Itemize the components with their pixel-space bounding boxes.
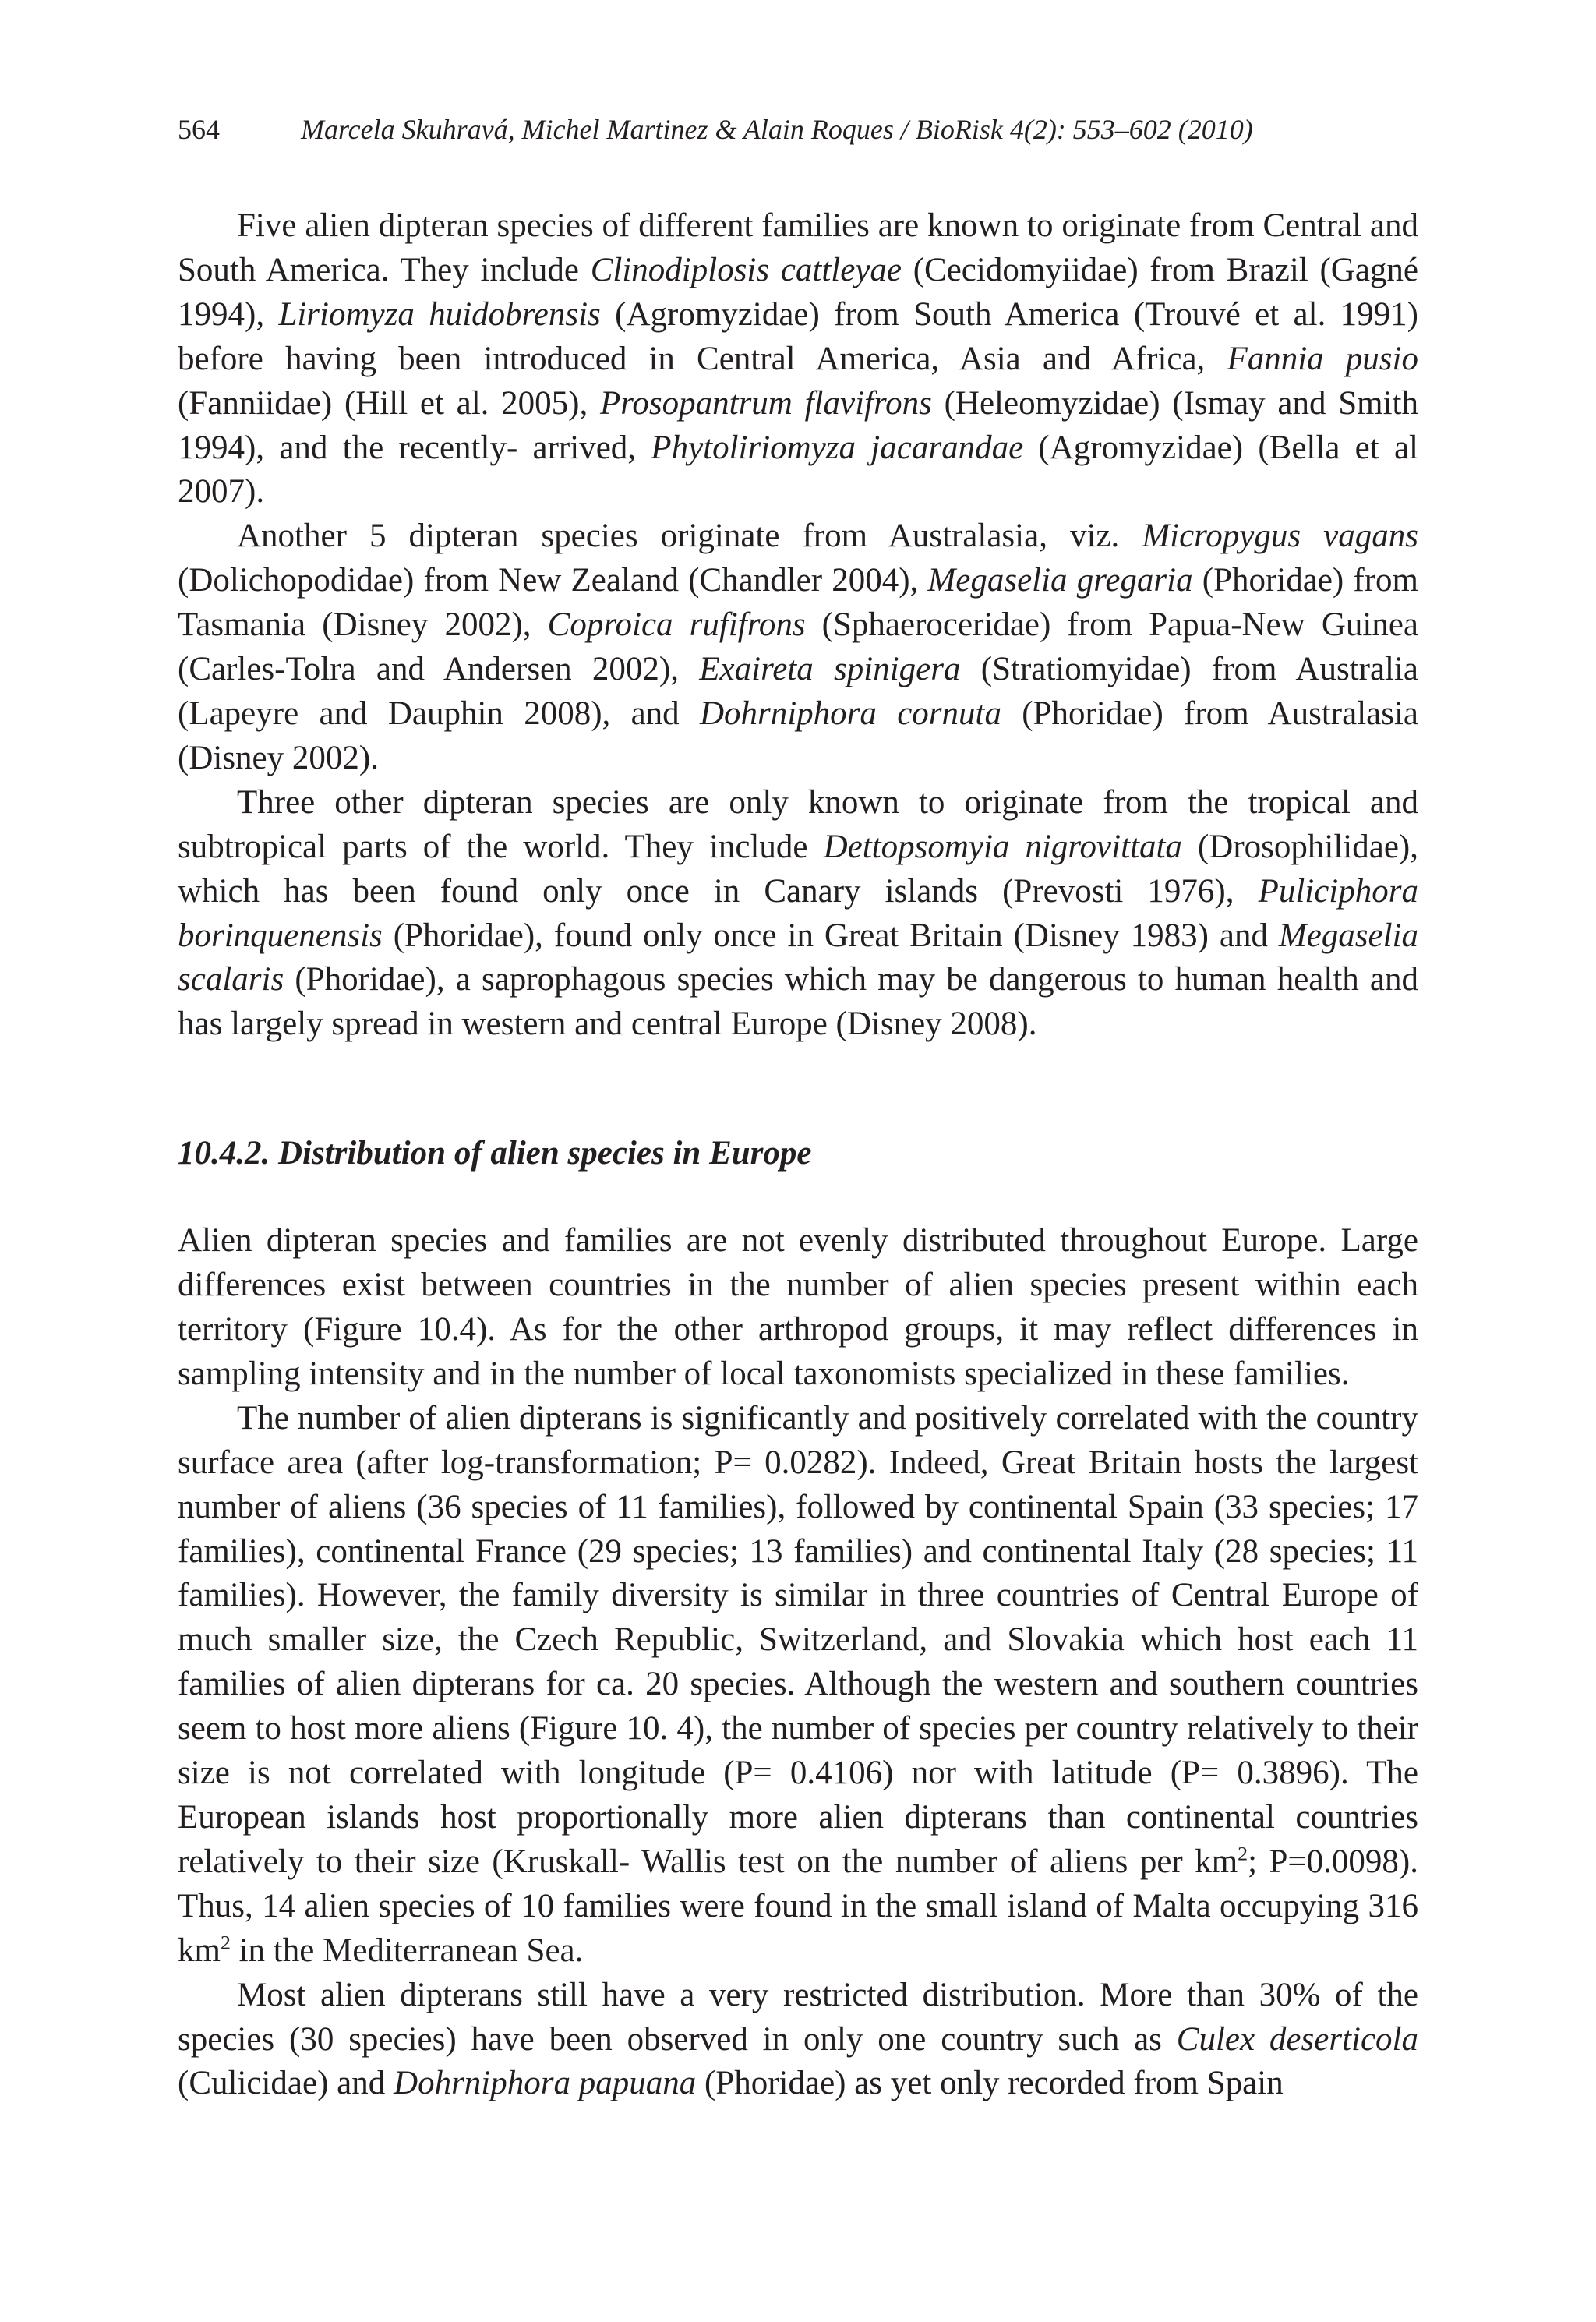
text-run: Another 5 dipteran species originate from Australasia, viz. xyxy=(237,518,1142,555)
species-name: Exaireta spinigera xyxy=(699,651,961,688)
text-run: Three other dipteran species are only known to originate from the tropical and subtropical parts of the world. They include xyxy=(178,783,1418,865)
text-run: in the Mediterranean Sea. xyxy=(230,1931,584,1969)
running-title: Marcela Skuhravá, Michel Martinez & Alain Roques / BioRisk 4(2): 553–602 (2010) xyxy=(301,114,1253,145)
text-run: (Phoridae) from Australasia (Disney 2002). xyxy=(178,694,1418,776)
species-name: Culex deserticola xyxy=(1176,2020,1418,2058)
species-name: Micropygus vagans xyxy=(1142,518,1418,555)
species-name: Dohrniphora papuana xyxy=(394,2065,697,2102)
species-name: Dohrniphora cornuta xyxy=(699,694,1001,732)
text-run: (Culicidae) and xyxy=(178,2065,394,2102)
paragraph-restricted-distribution xyxy=(178,1974,1418,2107)
superscript: 2 xyxy=(220,1931,231,1954)
text-run: (Stratiomyidae) from Australia (Lapeyre and Dauphin 2008), and xyxy=(178,651,1419,732)
species-name: Clinodiplosis cattleyae xyxy=(590,251,902,288)
text-run: (Agromyzidae) from South America (Trouvé et al. 1991) before having been introduced in Central America, Asia and Africa, xyxy=(178,295,1419,377)
text-run: (Dolichopodidae) from New Zealand (Chandler 2004), xyxy=(178,562,928,599)
text-run: (Phoridae) from Tasmania (Disney 2002), xyxy=(178,562,1418,644)
species-name: Coproica rufifrons xyxy=(547,606,806,644)
text-run: ; P=0.0098). Thus, 14 alien species of 10 families were found in the small island of Malta occupying 316 km xyxy=(178,1843,1419,1969)
species-name: Dettopsomyia nigrovittata xyxy=(823,828,1182,865)
page-number: 564 xyxy=(178,114,220,145)
species-name: Prosopantrum flavifrons xyxy=(599,384,932,422)
running-head xyxy=(178,108,1418,151)
body-text xyxy=(178,204,1418,2106)
text-run: Five alien dipteran species of different families are known to originate from Central and South America. They include xyxy=(178,207,1418,288)
paragraph-distribution-intro: Alien dipteran species and families are not evenly distributed throughout Europe. Large differences exist between countries in the number of alien species present within each territory (Figure 10.4). As for the other arthropod groups, it may reflect differences in sampling intensity and in the number of local taxonomists specialized in these families. xyxy=(178,1222,1418,1392)
species-name: Fannia pusio xyxy=(1227,340,1418,377)
text-run: (Sphaeroceridae) from Papua-New Guinea (Carles-Tolra and Andersen 2002), xyxy=(178,606,1418,688)
species-name: Puliciphora borinquenensis xyxy=(178,872,1418,954)
paragraph-correlation xyxy=(178,1397,1418,1974)
paragraph-tropical-species xyxy=(178,781,1418,1047)
text-run: (Agromyzidae) (Bella et al 2007). xyxy=(178,429,1418,511)
section-heading: 10.4.2. Distribution of alien species in Europe xyxy=(178,1135,812,1172)
text-run: Most alien dipterans still have a very restricted distribution. More than 30% of the species (30 species) have been observed in only one country such as xyxy=(178,1976,1418,2058)
text-run: (Phoridae), a saprophagous species which may be dangerous to human health and has largely spread in western and central Europe (Disney 2008). xyxy=(178,961,1418,1043)
paragraph-neotropical-species xyxy=(178,204,1418,514)
text-run: (Fanniidae) (Hill et al. 2005), xyxy=(178,384,600,422)
text-run: (Drosophilidae), which has been found only once in Canary islands (Prevosti 1976), xyxy=(178,828,1418,910)
species-name: Megaselia scalaris xyxy=(178,917,1418,998)
text-run: (Cecidomyiidae) from Brazil (Gagné 1994), xyxy=(178,251,1418,333)
species-name: Liriomyza huidobrensis xyxy=(278,295,601,333)
text-run: (Heleomyzidae) (Ismay and Smith 1994), and the recently- arrived, xyxy=(178,384,1418,466)
species-name: Megaselia gregaria xyxy=(927,562,1193,599)
superscript: 2 xyxy=(1238,1842,1248,1865)
text-run: (Phoridae) as yet only recorded from Spain xyxy=(696,2065,1284,2102)
text-run: The number of alien dipterans is significantly and positively correlated with the country surface area (after log-transformation; P= 0.0282). Indeed, Great Britain hosts the largest number of aliens (36 species of 11 families), followed by continental Spain (33 species; 17 families), continental France (29 species; 13 families) and continental Italy (28 species; 11 families). However, the family diversity is similar in three countries of Central Europe of much smaller size, the Czech Republic, Switzerland, and Slovakia which host each 11 families of alien dipterans for ca. 20 species. Although the western and southern countries seem to host more aliens (Figure 10. 4), the number of species per country relatively to their size is not correlated with longitude (P= 0.4106) nor with latitude (P= 0.3896). The European islands host proportionally more alien dipterans than continental countries relatively to their size (Kruskall- Wallis test on the number of aliens per km xyxy=(178,1399,1418,1880)
paragraph-australasian-species xyxy=(178,514,1418,780)
species-name: Phytoliriomyza jacarandae xyxy=(651,429,1024,466)
text-run: (Phoridae), found only once in Great Britain (Disney 1983) and xyxy=(382,917,1279,954)
